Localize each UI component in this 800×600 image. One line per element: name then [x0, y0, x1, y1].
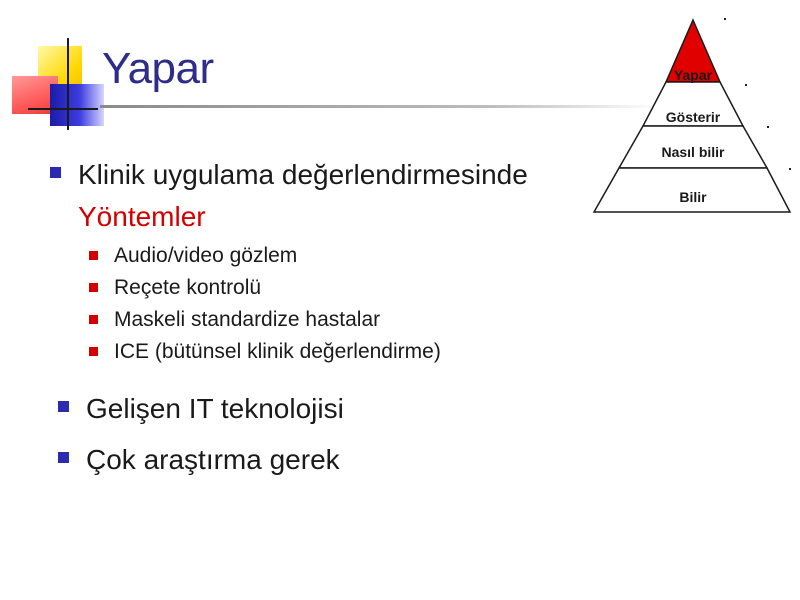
bullet-square-icon [58, 452, 69, 463]
pyramid-label-nasil-bilir: Nasıl bilir [661, 144, 725, 160]
sub-bullet-square-icon [89, 315, 98, 324]
logo-vertical-line [67, 38, 69, 130]
sub-bullet-square-icon [89, 251, 98, 260]
main-bullet-accent: Yöntemler [78, 201, 206, 232]
pyramid-diagram [590, 16, 795, 216]
bullet-square-icon [58, 401, 69, 412]
decorative-dot [724, 18, 726, 20]
pyramid-label-yapar: Yapar [673, 67, 713, 83]
bullet-square-icon [50, 167, 61, 178]
sub-bullet-square-icon [89, 283, 98, 292]
sub-bullet-item [114, 306, 441, 338]
decorative-dot [745, 84, 747, 86]
sub-bullet-text: Audio/video gözlem [114, 244, 298, 267]
extra-bullet-text: Gelişen IT teknolojisi [86, 393, 344, 424]
title-underline [100, 105, 660, 108]
sub-bullet-item [114, 242, 441, 274]
main-bullet-text: Klinik uygulama değerlendirmesinde [78, 159, 528, 190]
sub-bullet-square-icon [89, 347, 98, 356]
slide-title: Yapar [102, 44, 214, 93]
sub-bullet-text: ICE (bütünsel klinik değerlendirme) [114, 340, 441, 363]
extra-bullet [86, 439, 340, 481]
pyramid-label-gosterir: Gösterir [665, 109, 721, 125]
sub-bullet-item [114, 338, 441, 370]
sub-bullet-item [114, 274, 441, 306]
sub-bullet-text: Maskeli standardize hastalar [114, 308, 381, 331]
sub-bullet-list [114, 242, 441, 370]
decorative-dot [789, 168, 791, 170]
extra-bullet-text: Çok araştırma gerek [86, 444, 340, 475]
extra-bullet [86, 388, 344, 430]
logo-horizontal-line [28, 108, 98, 110]
decorative-dot [767, 126, 769, 128]
sub-bullet-text: Reçete kontrolü [114, 276, 262, 299]
main-bullet [78, 154, 528, 238]
pyramid-label-bilir: Bilir [679, 189, 707, 205]
logo-blue-square [50, 84, 104, 126]
